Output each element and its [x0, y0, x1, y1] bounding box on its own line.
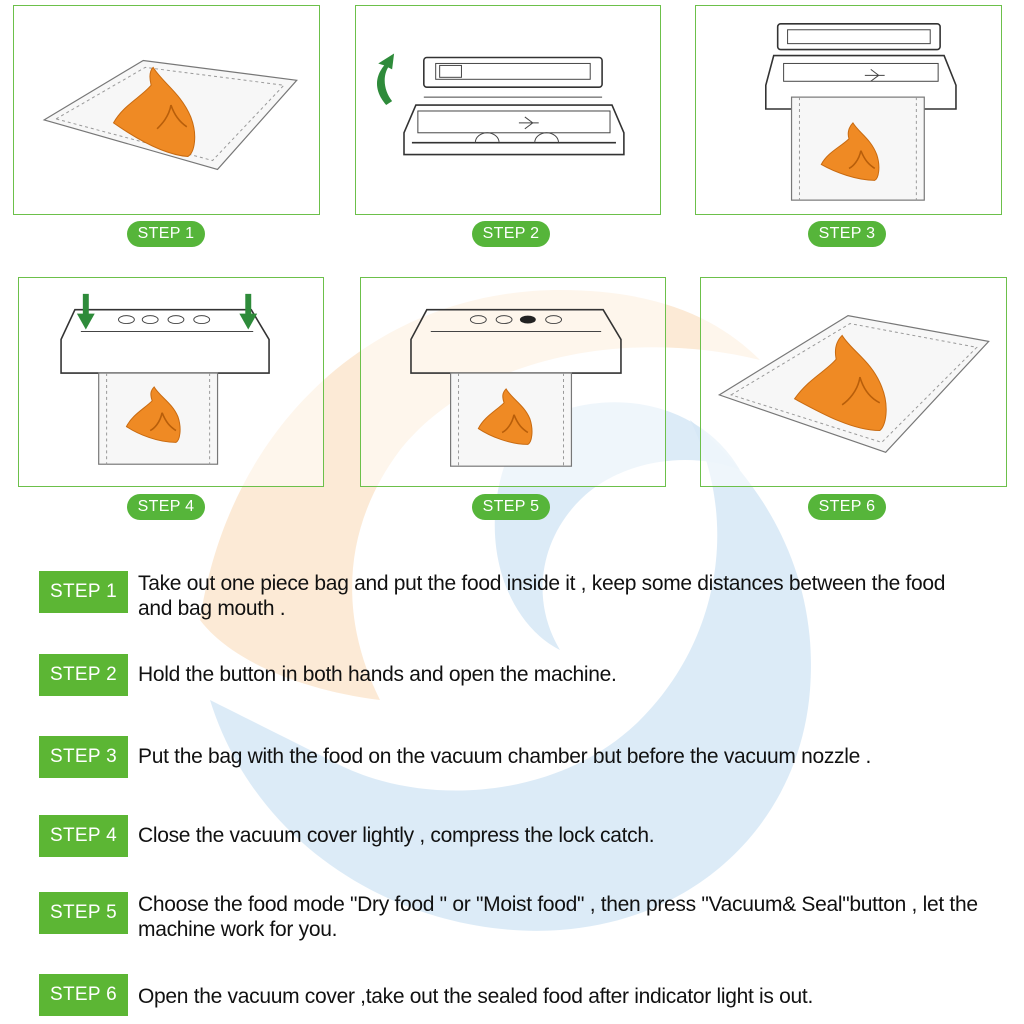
- step-description: Choose the food mode "Dry food " or "Moist food" , then press "Vacuum& Seal"button , let the machine work for you.: [138, 893, 978, 941]
- step-description: Close the vacuum cover lightly , compress the lock catch.: [138, 824, 655, 847]
- panel-label-4: STEP 4: [127, 494, 205, 520]
- step-description: Hold the button in both hands and open the machine.: [138, 663, 617, 686]
- step-6-illustration: [700, 277, 1007, 487]
- step-2-illustration: [355, 5, 661, 215]
- step-1-illustration: [13, 5, 320, 215]
- step-5-illustration: [360, 277, 666, 487]
- step-description: Take out one piece bag and put the food inside it , keep some distances between the food and bag mouth .: [138, 572, 946, 620]
- step-tag: STEP 4: [39, 815, 128, 857]
- step-3-illustration: [695, 5, 1002, 215]
- step-row-5: [39, 892, 1014, 942]
- panel-label-3: STEP 3: [808, 221, 886, 247]
- green-arrow-icon: [239, 294, 257, 330]
- step-row-3: [39, 736, 1018, 778]
- step-tag: STEP 1: [39, 571, 128, 613]
- green-arrow-icon: [77, 294, 95, 330]
- step-row-6: [39, 974, 1018, 1016]
- step-description: Put the bag with the food on the vacuum chamber but before the vacuum nozzle .: [138, 745, 872, 768]
- panel-label-2: STEP 2: [472, 221, 550, 247]
- step-row-1: [39, 571, 968, 621]
- step-4-illustration: [18, 277, 324, 487]
- step-description: Open the vacuum cover ,take out the sealed food after indicator light is out.: [138, 985, 813, 1008]
- panel-label-5: STEP 5: [472, 494, 550, 520]
- step-tag: STEP 2: [39, 654, 128, 696]
- step-tag: STEP 5: [39, 892, 128, 934]
- step-tag: STEP 3: [39, 736, 128, 778]
- step-row-2: [39, 654, 1018, 696]
- green-arrow-icon: [377, 54, 394, 106]
- panel-label-6: STEP 6: [808, 494, 886, 520]
- step-row-4: [39, 815, 1018, 857]
- step-tag: STEP 6: [39, 974, 128, 1016]
- panel-label-1: STEP 1: [127, 221, 205, 247]
